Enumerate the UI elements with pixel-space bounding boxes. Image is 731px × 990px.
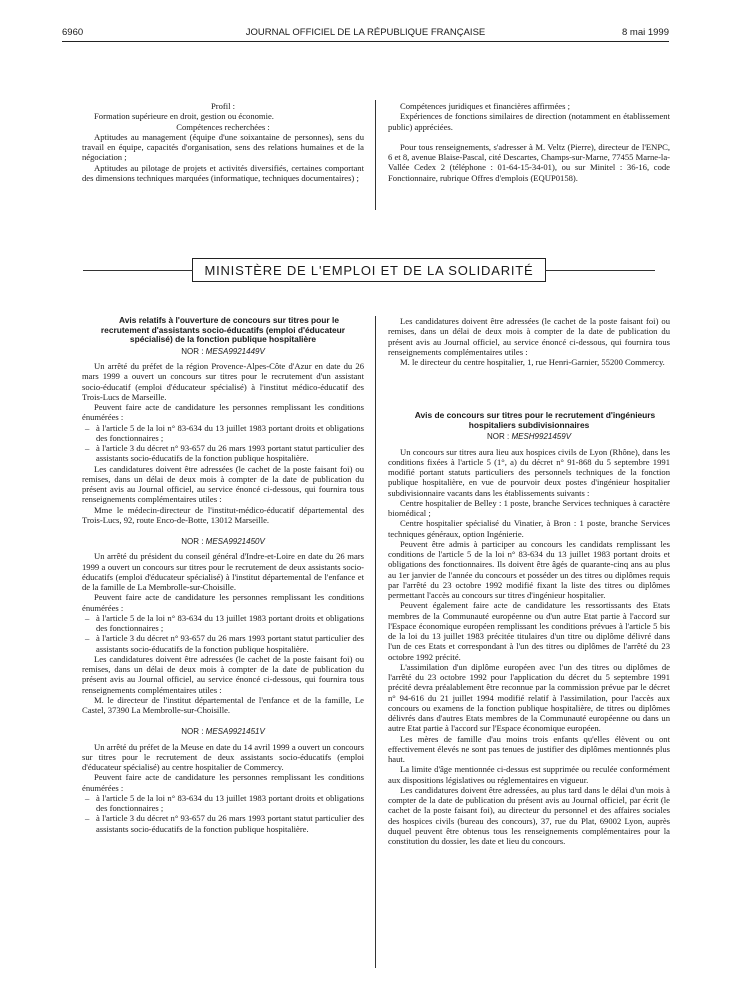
paragraph: Un arrêté du préfet de la région Provence-Alpes-Côte d'Azur en date du 26 mars 1999 a ouvert un concours sur titres pour le recrutement d'un assistant socio-éducatif (emploi d'éducateur spécialisé) à l'institut médico-éducatif des Trois-Lucs de Marseille. [82,361,364,402]
column-divider-top [375,100,376,210]
paragraph: Les candidatures doivent être adressées (le cachet de la poste faisant foi) ou remises, dans un délai de deux mois à compter de la date de publication du présent avis au Journal officiel, au service énoncé ci-dessous, qui fournira tous renseignements complémentaires utiles : [82,463,364,505]
paragraph: Centre hospitalier spécialisé du Vinatier, à Bron : 1 poste, branche Services techniques généraux, option Ingénierie. [388,518,670,539]
contact-paragraph: Pour tous renseignements, s'adresser à M. Veltz (Pierre), directeur de l'ENPC, 6 et 8, avenue Blaise-Pascal, cité Descartes, Champs-sur-Marne, 77455 Marne-la-Vallée Cedex 2 (téléphone : 01-64-15-34-01), ou sur Minitel : 36-16, code Fonctionnaire, rubrique Offres d'emplois (EQUP0158). [388,141,670,183]
nor-reference: NOR : MESA9921449V [181,346,265,356]
paragraph: Mme le médecin-directeur de l'institut-médico-éducatif départemental des Trois-Lucs, 92, route Enco-de-Botte, 13012 Marseille. [82,504,364,525]
paragraph: Les candidatures doivent être adressées (le cachet de la poste faisant foi) ou remises, dans un délai de deux mois à compter de la date de publication du présent avis au Journal officiel, au service énoncé ci-dessous, qui fournira tous renseignements complémentaires utiles : [388,316,670,357]
paragraph: Peuvent être admis à participer au concours les candidats remplissant les conditions de l'article 5 de la loi n° 83-634 du 13 juillet 1983 portant droits et obligations des fonctionnaires. Ils doivent être âgés de quarante-cinq ans au plus au 1er janvier de l'année du concours et posséder un des titres ou diplômes requis par l'arrêté du 23 octobre 1992 modifié fixant la liste des titres ou diplômes permettant l'accès au concours sur titres d'ingénieur hospitalier. [388,538,670,601]
profil-label: Profil : [210,101,236,111]
top-right-column [388,101,670,183]
paragraph: Les candidatures doivent être adressées (le cachet de la poste faisant foi) ou remises, dans un délai de deux mois à compter de la date de publication du présent avis au Journal officiel, au service énoncé ci-dessous, qui fournira tous renseignements complémentaires utiles : [82,653,364,695]
list-item: – à l'article 5 de la loi n° 83-634 du 13 juillet 1983 portant droits et obligations des fonctionnaires ; [82,423,364,444]
nor-reference: NOR : MESA9921451V [181,727,265,737]
aptitudes-paragraph: Aptitudes au management (équipe d'une soixantaine de personnes), sens du travail en équipe, capacités d'organisation, sens des relations humaines et de la négociation ; [82,131,364,163]
nor-reference: NOR : MESH9921459V [486,432,572,442]
nor-reference: NOR : MESA9921450V [181,537,265,547]
list-item: – à l'article 3 du décret n° 93-657 du 26 mars 1993 portant statut particulier des assistants socio-éducatifs de la fonction publique hospitalière. [82,633,364,654]
paragraph: Expériences de fonctions similaires de direction (notamment en établissement public) appréciées. [388,111,670,132]
list-item: – à l'article 5 de la loi n° 83-634 du 13 juillet 1983 portant droits et obligations des fonctionnaires ; [82,793,364,814]
paragraph: Peuvent faire acte de candidature les personnes remplissant les conditions énumérées : [82,402,364,423]
issue-date: 8 mai 1999 [621,27,669,38]
paragraph: Peuvent faire acte de candidature les personnes remplissant les conditions énumérées : [82,772,364,793]
list-item: – à l'article 5 de la loi n° 83-634 du 13 juillet 1983 portant droits et obligations des fonctionnaires ; [82,613,364,634]
paragraph: Centre hospitalier de Belley : 1 poste, branche Services techniques à caractère biomédical ; [388,497,670,519]
paragraph: Un arrêté du président du conseil général d'Indre-et-Loire en date du 26 mars 1999 a ouvert un concours sur titres pour le recrutement de deux assistants socio-éducatifs (emploi d'éducateur spécialisé) à l'institut départemental de l'enfance et de la famille de La Membrolle-sur-Choisille. [82,551,364,593]
competences-label: Compétences recherchées : [176,121,270,132]
page-number: 6960 [62,27,84,38]
right-column [388,316,670,846]
list-item: – à l'article 3 du décret n° 93-657 du 26 mars 1993 portant statut particulier des assistants socio-éducatifs de la fonction publique hospitalière. [82,813,364,834]
left-column [82,316,364,834]
paragraph: Peuvent faire acte de candidature les personnes remplissant les conditions énumérées : [82,592,364,613]
paragraph: Un concours sur titres aura lieu aux hospices civils de Lyon (Rhône), dans les conditions fixées à l'article 5 (1°, a) du décret n° 91-868 du 5 septembre 1991 modifié portant statuts particuliers des personnels techniques de la fonction publique hospitalière, en vue de pourvoir deux postes d'ingénieur hospitalier subdivisionnaire vacants dans les établissements suivants : [388,446,670,498]
aptitudes-paragraph: Aptitudes au pilotage de projets et activités diversifiés, certaines comportant des dimensions techniques marquées (informatique, techniques documentaires) ; [82,162,364,183]
notice-title: Avis de concours sur titres pour le recrutement d'ingénieurs hospitaliers subdivisionnaires [414,410,656,430]
paragraph: La limite d'âge mentionnée ci-dessus est supprimée ou reculée conformément aux dispositions législatives ou réglementaires en vigueur. [388,764,670,785]
paragraph: M. le directeur de l'institut départemental de l'enfance et de la famille, Le Castel, 37390 La Membrolle-sur-Choisille. [82,694,364,716]
journal-title: JOURNAL OFFICIEL DE LA RÉPUBLIQUE FRANÇAISE [245,27,486,38]
notice-title: Avis relatifs à l'ouverture de concours sur titres pour le recrutement d'assistants socio-éducatifs (emploi d'éducateur spécialisé) de la fonction publique hospitalière [100,315,346,345]
column-divider-bottom [375,316,376,968]
paragraph: Les mères de famille d'au moins trois enfants qu'elles élèvent ou ont effectivement élevés ne sont pas tenues de justifier des diplômes mentionnés plus haut. [388,733,670,765]
ministry-heading: MINISTÈRE DE L'EMPLOI ET DE LA SOLIDARITÉ [192,258,546,282]
profil-text: Formation supérieure en droit, gestion ou économie. [94,111,274,122]
top-left-column [82,101,364,183]
paragraph: L'assimilation d'un diplôme européen avec l'un des titres ou diplômes de l'arrêté du 23 octobre 1992 pour l'application du décret du 5 septembre 1991 précité devra préalablement être reconnue par la commission prévue par le décret n° 94-616 du 21 juillet 1994 modifié relatif à l'assimilation, pour l'accès aux concours ou examens de la fonction publique hospitalière, de titres ou diplômes délivrés dans d'autres Etats membres de la Communauté européenne ou dans un autre Etat partie à l'accord sur l'Espace économique européen. [388,661,670,734]
paragraph: Compétences juridiques et financières affirmées ; [400,101,570,111]
list-item: – à l'article 3 du décret n° 93-657 du 26 mars 1993 portant statut particulier des assistants socio-éducatifs de la fonction publique hospitalière. [82,443,364,464]
paragraph: Les candidatures doivent être adressées, au plus tard dans le délai d'un mois à compter de la date de publication du présent avis au Journal officiel, par écrit (le cachet de la poste faisant foi), au directeur du personnel et des affaires sociales des hospices civils (bureau des concours), 37, rue du Plat, 69002 Lyon, auprès duquel peuvent être obtenus tous les renseignements complémentaires pour la constitution du dossier, les date et lieu du concours. [388,784,670,847]
paragraph: Un arrêté du préfet de la Meuse en date du 14 avril 1999 a ouvert un concours sur titres pour le recrutement de deux assistants socio-éducatifs (emploi d'éducateur spécialisé) au centre hospitalier de Commercy. [82,741,364,773]
running-header [62,25,669,42]
paragraph: Peuvent également faire acte de candidature les ressortissants des Etats membres de la Communauté européenne ou d'un autre Etat partie à l'accord sur l'Espace économique européen remplissant les conditions prévues à l'article 5 bis de la loi du 13 juillet 1983 précitée titulaires d'un titre ou diplôme délivré dans l'un de ces Etats et correspondant à l'un des titres ou diplômes de l'arrêté du 23 octobre 1992 précité. [388,600,670,662]
paragraph: M. le directeur du centre hospitalier, 1, rue Henri-Garnier, 55200 Commercy. [400,357,665,367]
